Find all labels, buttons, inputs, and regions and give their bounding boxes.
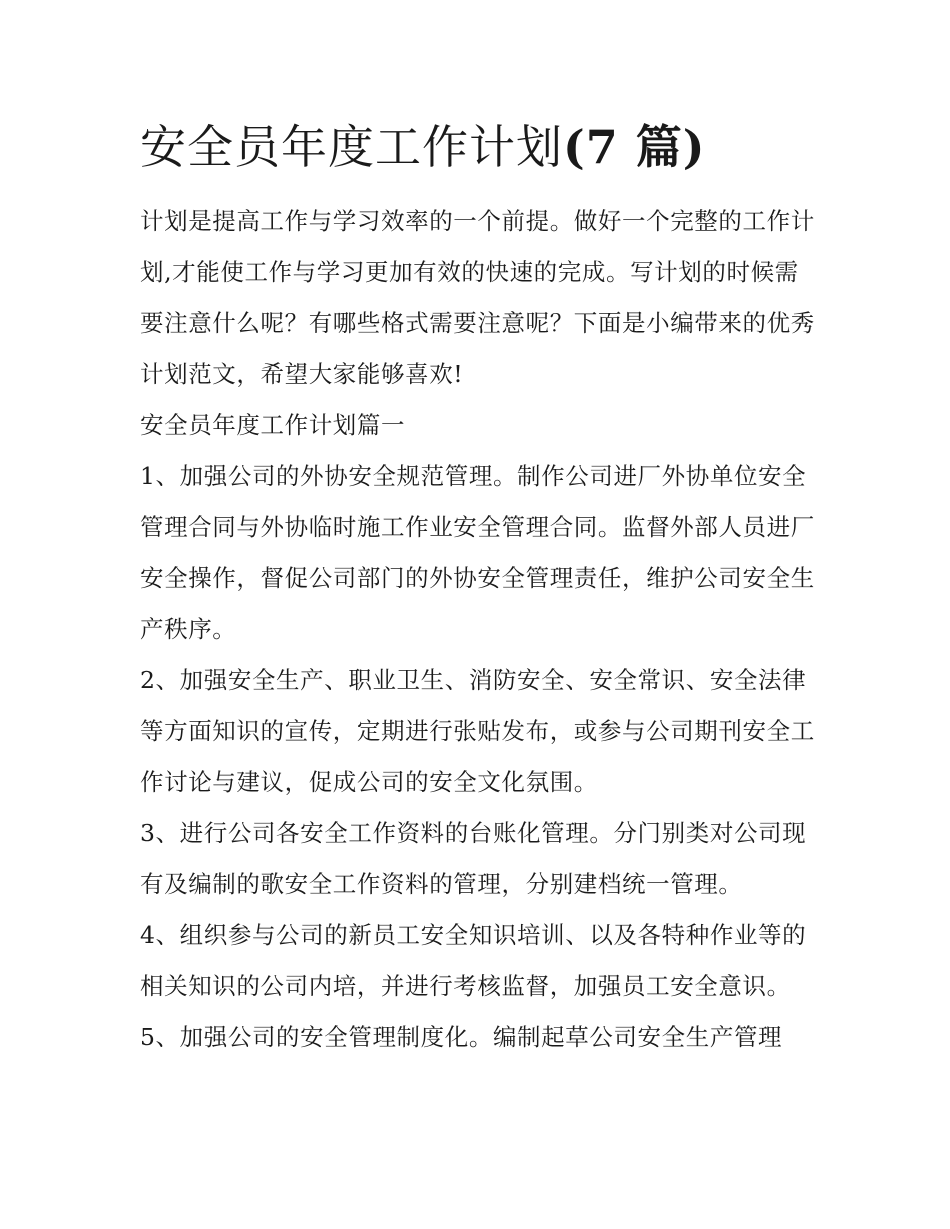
- document-title-main: 安全员年度工作计划: [140, 120, 563, 174]
- list-item: 4、组织参与公司的新员工安全知识培训、以及各特种作业等的相关知识的公司内培，并进行考核监督，加强员工安全意识。: [140, 921, 807, 1000]
- intro-paragraph: 计划是提高工作与学习效率的一个前提。做好一个完整的工作计划,才能使工作与学习更加有效的快速的完成。写计划的时候需要注意什么呢？有哪些格式需要注意呢？下面是小编带来的优秀计划范文，希望大家能够喜欢!: [140, 207, 815, 388]
- document-title: [140, 112, 820, 182]
- document-page: [140, 112, 820, 1063]
- list-item: 3、进行公司各安全工作资料的台账化管理。分门别类对公司现有及编制的歌安全工作资料的管理，分别建档统一管理。: [140, 819, 807, 898]
- document-title-tail: (7 篇): [563, 120, 706, 174]
- list-item: 1、加强公司的外协安全规范管理。制作公司进厂外协单位安全管理合同与外协临时施工作业安全管理合同。监督外部人员进厂安全操作，督促公司部门的外协安全管理责任，维护公司安全生产秩序。: [140, 462, 815, 643]
- list-item: 2、加强安全生产、职业卫生、消防安全、安全常识、安全法律等方面知识的宣传，定期进行张贴发布，或参与公司期刊安全工作讨论与建议，促成公司的安全文化氛围。: [140, 666, 815, 796]
- list-item: 5、加强公司的安全管理制度化。编制起草公司安全生产管理: [140, 1023, 783, 1051]
- section-heading: 安全员年度工作计划篇一: [140, 411, 406, 439]
